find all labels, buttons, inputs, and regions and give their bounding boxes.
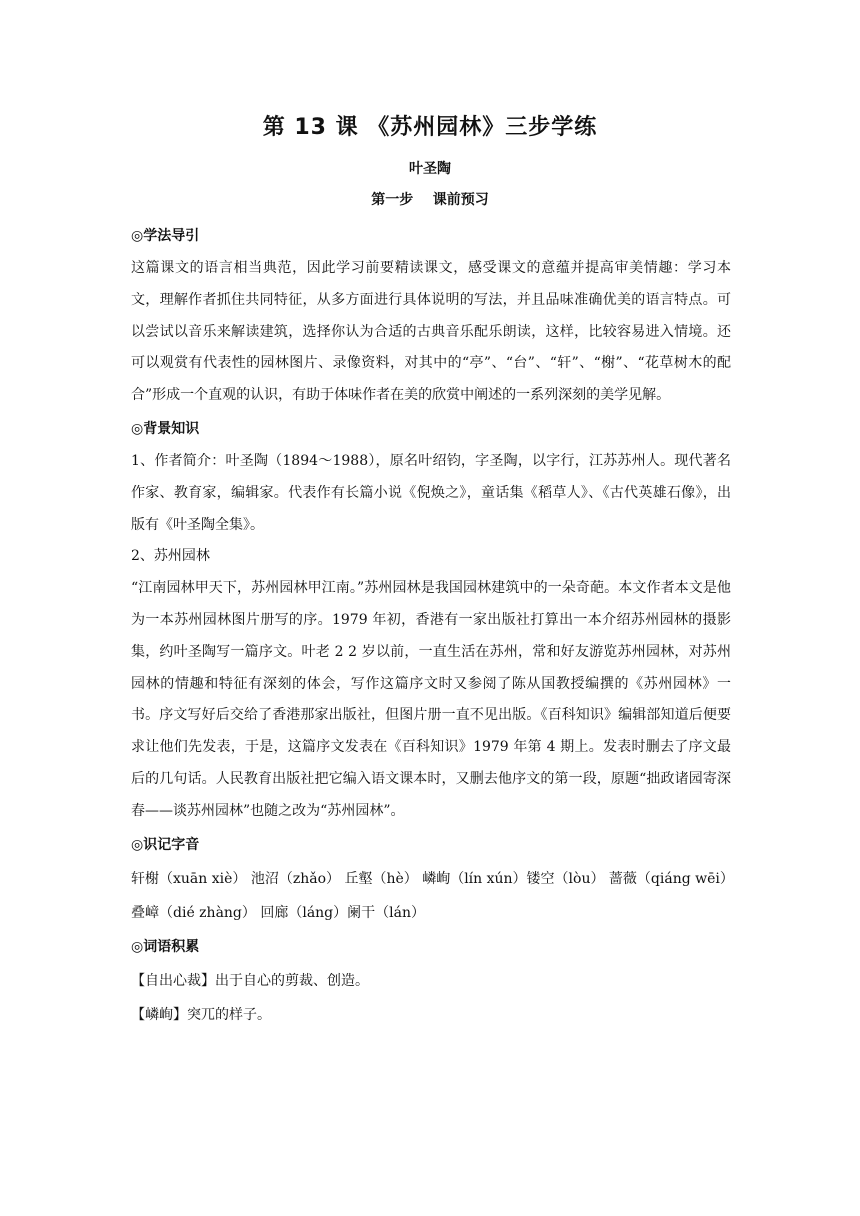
pronunciation-line-2: 叠嶂（dié zhàng） 回廊（láng）阑干（lán）: [131, 904, 425, 921]
vocabulary-term: 【嶙峋】: [131, 1006, 187, 1023]
suzhou-gardens-subtitle: 2、苏州园林: [131, 548, 210, 565]
section-heading-method: ◎学法导引: [131, 228, 200, 244]
lesson-title: 第 13 课 《苏州园林》三步学练: [262, 115, 598, 140]
section-heading-background: ◎背景知识: [131, 420, 200, 437]
pronunciation-line-1: 轩榭（xuān xiè） 池沼（zhǎo） 丘壑（hè） 嶙峋（lín xún）镂空（lòu） 蔷薇（qiáng wēi）: [131, 870, 734, 887]
author-name: 叶圣陶: [409, 161, 451, 177]
section-heading-vocabulary: ◎词语积累: [131, 938, 200, 955]
document-body: [131, 219, 734, 1032]
vocabulary-definition: 突兀的样子。: [187, 1006, 271, 1023]
section-heading-pronunciation: ◎识记字音: [131, 836, 200, 853]
author-intro-paragraph: 1、作者简介：叶圣陶（1894～1988），原名叶绍钧，字圣陶，以字行，江苏苏州人。现代著名作家、教育家，编辑家。代表作有长篇小说《倪焕之》，童话集《稻草人》、《古代英雄石像》，出版有《叶圣陶全集》。: [131, 452, 731, 533]
vocabulary-entry: [131, 998, 731, 1032]
method-paragraph: 这篇课文的语言相当典范，因此学习前要精读课文，感受课文的意蕴并提高审美情趣：学习本文，理解作者抓住共同特征，从多方面进行具体说明的写法，并且品味准确优美的语言特点。可以尝试以音乐来解读建筑，选择你认为合适的古典音乐配乐朗读，这样，比较容易进入情境。还可以观赏有代表性的园林图片、录像资料，对其中的“亭”、“台”、“轩”、“榭”、“花草树木的配合”形成一个直观的认识，有助于体味作者在美的欣赏中阐述的一系列深刻的美学见解。: [131, 260, 731, 404]
step-heading: 第一步 课前预习: [371, 192, 489, 208]
vocabulary-definition: 出于自心的剪裁、创造。: [215, 972, 369, 989]
suzhou-gardens-paragraph: “江南园林甲天下，苏州园林甲江南。”苏州园林是我国园林建筑中的一朵奇葩。本文作者本文是他为一本苏州园林图片册写的序。1979 年初，香港有一家出版社打算出一本介绍苏州园林的摄影集，约叶圣陶写一篇序文。叶老 2 2 岁以前，一直生活在苏州，常和好友游览苏州园林，对苏州园林的情趣和特征有深刻的体会，写作这篇序文时又参阅了陈从国教授编撰的《苏州园林》一书。序文写好后交给了香港那家出版社，但图片册一直不见出版。《百科知识》编辑部知道后便要求让他们先发表，于是，这篇序文发表在《百科知识》1979 年第 4 期上。发表时删去了序文最后的几句话。人民教育出版社把它编入语文课本时，又删去他序文的第一段，原题“拙政诸园寄深春——谈苏州园林”也随之改为“苏州园林”。: [131, 580, 731, 819]
vocabulary-entry: [131, 964, 731, 998]
vocabulary-term: 【自出心裁】: [131, 972, 215, 989]
